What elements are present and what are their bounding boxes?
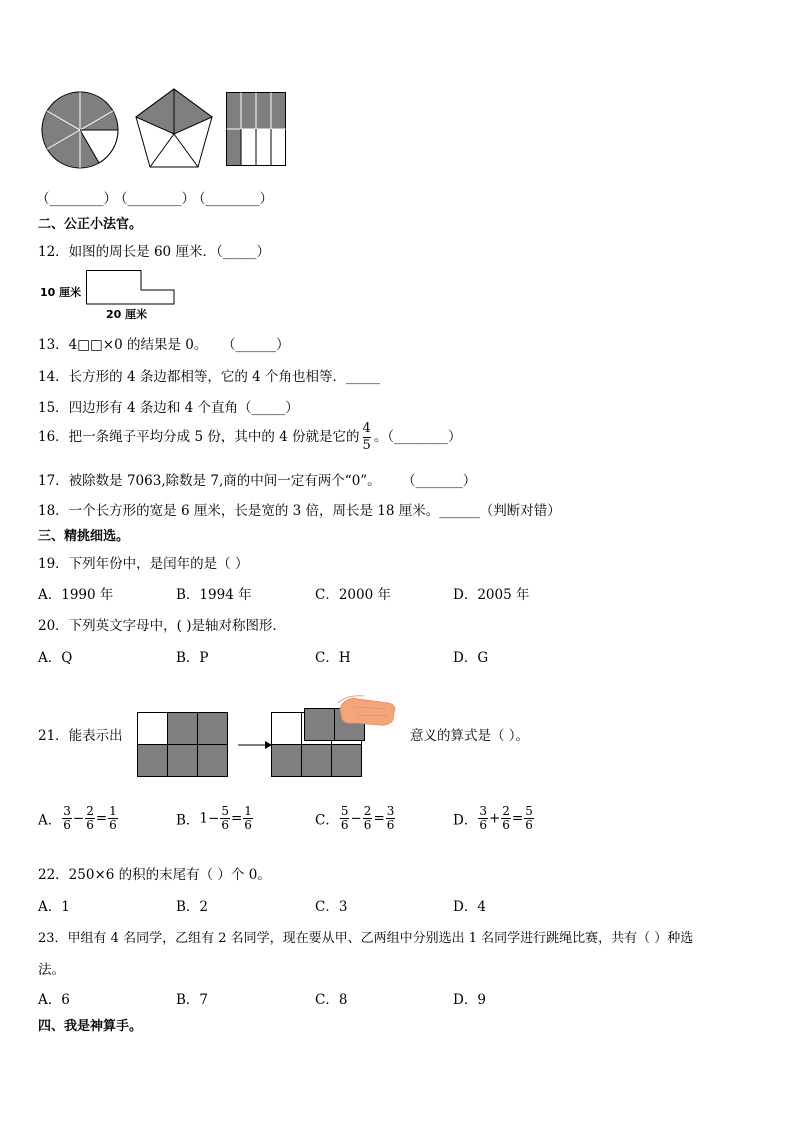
- q19-option-b[interactable]: B．1994 年: [176, 587, 252, 603]
- question-18: 18．一个长方形的宽是 6 厘米，长是宽的 3 倍，周长是 18 厘米。______（判断对错）: [38, 503, 561, 519]
- question-14: 14．长方形的 4 条边都相等，它的 4 个角也相等．_____: [38, 369, 380, 385]
- q21-b-frac2: $\frac{1}{6}$: [244, 804, 252, 832]
- q20-option-a[interactable]: A．Q: [38, 650, 73, 666]
- q20-option-c[interactable]: C．H: [315, 650, 351, 666]
- circle-figure: [40, 90, 120, 170]
- q22-option-b[interactable]: B．2: [176, 899, 209, 915]
- q21-c-label: C．: [315, 812, 339, 829]
- q19-option-c[interactable]: C．2000 年: [315, 587, 391, 603]
- q23-option-c[interactable]: C．8: [315, 992, 348, 1008]
- q22-option-c[interactable]: C．3: [315, 899, 348, 915]
- question-22: 22．250×6 的积的末尾有（ ）个 0。: [38, 867, 271, 883]
- q21-a-label: A．: [38, 812, 62, 829]
- q21-d-frac1: $\frac{3}{6}$: [479, 804, 487, 832]
- q21-c-frac2: $\frac{2}{6}$: [363, 804, 372, 832]
- question-15: 15．四边形有 4 条边和 4 个直角（_____）: [38, 400, 299, 416]
- section-3-title: 三、精挑细选。: [38, 529, 130, 544]
- q21-option-b[interactable]: B．1− $\frac{5}{6}$ = $\frac{1}{6}$: [176, 804, 252, 832]
- shape-blank-1[interactable]: （________）: [36, 191, 117, 207]
- q21-option-d[interactable]: D． $\frac{3}{6}$ + $\frac{2}{6}$ = $\frac{5}{6}$: [453, 804, 533, 832]
- q23-option-d[interactable]: D．9: [453, 992, 486, 1008]
- q21-c-frac1: $\frac{5}{6}$: [340, 804, 349, 832]
- q21-grid-after: [270, 693, 402, 779]
- q21-d-frac2: $\frac{2}{6}$: [502, 804, 510, 832]
- q21-a-frac1: $\frac{3}{6}$: [63, 804, 71, 832]
- q21-a-frac2: $\frac{2}{6}$: [86, 804, 94, 832]
- pentagon-figure: [134, 88, 214, 170]
- q21-d-frac3: $\frac{5}{6}$: [525, 804, 533, 832]
- q20-option-d[interactable]: D．G: [453, 650, 489, 666]
- q17-blank[interactable]: （_______）: [402, 473, 477, 489]
- question-12: 12．如图的周长是 60 厘米．（_____）: [38, 244, 270, 260]
- q12-step-shape: [86, 270, 176, 306]
- q16-fraction: $\frac{4}{5}$: [362, 421, 371, 453]
- q21-option-c[interactable]: C． $\frac{5}{6}$ − $\frac{2}{6}$ = $\frac{3}{6}$: [315, 804, 395, 832]
- shape-blank-2[interactable]: （________）: [114, 191, 195, 207]
- question-23-line2: 法。: [38, 962, 65, 978]
- question-19: 19．下列年份中，是闰年的是（ ）: [38, 556, 249, 572]
- q12-left-label: 10 厘米: [40, 286, 82, 299]
- q21-grid-before: [137, 712, 229, 778]
- q21-option-a[interactable]: A． $\frac{3}{6}$ − $\frac{2}{6}$ = $\frac{1}{6}$: [38, 804, 117, 832]
- q21-arrow: [238, 740, 272, 750]
- question-16: [38, 421, 462, 454]
- q16-tail: 。（________）: [373, 429, 462, 445]
- q19-option-d[interactable]: D．2005 年: [453, 587, 530, 603]
- question-13: 13．4□□×0 的结果是 0。: [38, 337, 208, 353]
- q21-suffix: 意义的算式是（ ）。: [410, 728, 530, 744]
- q23-option-a[interactable]: A．6: [38, 992, 70, 1008]
- rectangle-grid-figure: [226, 92, 286, 166]
- q23-option-b[interactable]: B．7: [176, 992, 209, 1008]
- question-17: 17．被除数是 7063,除数是 7,商的中间一定有两个“0”。: [38, 473, 381, 489]
- q22-option-a[interactable]: A．1: [38, 899, 70, 915]
- q12-bottom-label: 20 厘米: [106, 308, 148, 321]
- q21-c-frac3: $\frac{3}{6}$: [386, 804, 395, 832]
- q13-blank[interactable]: （______）: [222, 337, 290, 353]
- q20-option-b[interactable]: B．P: [176, 650, 209, 666]
- q16-text: 16．把一条绳子平均分成 5 份，其中的 4 份就是它的: [38, 429, 360, 445]
- q21-d-label: D．: [453, 812, 478, 829]
- q19-option-a[interactable]: A．1990 年: [38, 587, 114, 603]
- question-20: 20．下列英文字母中，( )是轴对称图形．: [38, 618, 287, 634]
- q21-b-frac1: $\frac{5}{6}$: [221, 804, 229, 832]
- q21-a-frac3: $\frac{1}{6}$: [109, 804, 117, 832]
- question-23-line1: 23．甲组有 4 名同学，乙组有 2 名同学，现在要从甲、乙两组中分别选出 1 名同学进行跳绳比赛，共有（ ）种选: [38, 931, 694, 946]
- section-4-title: 四、我是神算手。: [38, 1019, 143, 1034]
- section-2-title: 二、公正小法官。: [38, 217, 143, 232]
- q22-option-d[interactable]: D．4: [453, 899, 486, 915]
- hand-icon: [338, 696, 395, 725]
- q21-prefix: 21．能表示出: [38, 728, 123, 744]
- q21-b-label: B．: [176, 812, 200, 829]
- shape-blank-3[interactable]: （________）: [192, 191, 273, 207]
